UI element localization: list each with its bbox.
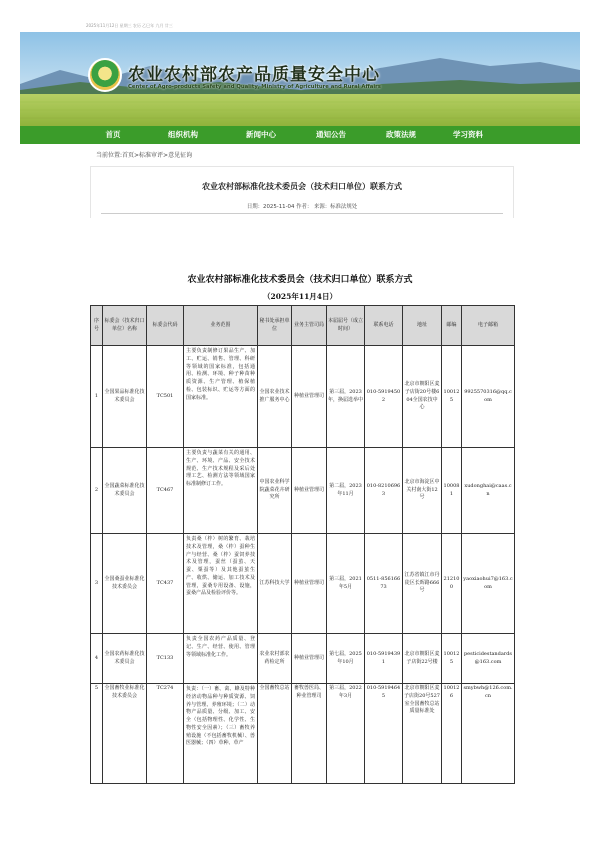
cell-code: TC437 (147, 534, 184, 634)
nav-item-learning[interactable]: 学习资料 (453, 130, 483, 139)
cell-session: 第三届，2021年5月 (327, 534, 365, 634)
cell-no: 4 (91, 634, 103, 684)
cell-session: 第三届，2023年，换届选举中 (327, 346, 365, 448)
cell-name: 全国果品标准化技术委员会 (103, 346, 147, 448)
cell-scope: 负责桑（柞）树的繁育、栽培技术及管理，桑（柞）蚕种生产与经营、桑（柞）蚕饲养技术及管理，蚕丝（蚕茧、天蚕、粟蚕等）及其他蚕茧生产、收烘、储运、加工技术及管理，蚕桑专用设备、设施，蚕桑产品及检验评价等。 (184, 534, 258, 634)
cell-secretariat: 江苏科技大学 (258, 534, 292, 634)
cell-name: 全国桑蚕业标准化技术委员会 (103, 534, 147, 634)
cell-scope: 主要负责与蔬菜有关的通用、生产、环境、产品、安全技术规范、生产技术规程及采后处理工艺、检测方法等领域国家标准制修订工作。 (184, 448, 258, 534)
column-header: 地址 (403, 306, 442, 346)
column-header: 邮编 (442, 306, 462, 346)
main-nav (20, 126, 580, 144)
article-title: 农业农村部标准化技术委员会（技术归口单位）联系方式 (202, 182, 402, 191)
table-row (91, 346, 515, 448)
table-row (91, 448, 515, 534)
document-date: （2025年11月4日） (262, 292, 338, 301)
cell-no: 3 (91, 534, 103, 634)
cell-scope: 负责全国农药产品质量、登记、生产、经营、使用、管理等领域标准化工作。 (184, 634, 258, 684)
cell-email[interactable]: yaoxiaohui7@163.com (462, 534, 515, 634)
cell-address: 北京市朝阳区麦子店街22号楼 (403, 634, 442, 684)
column-header: 标委会代码 (147, 306, 184, 346)
column-header: 业务范围 (184, 306, 258, 346)
cell-name: 全国蔬菜标准化技术委员会 (103, 448, 147, 534)
cell-dept: 种植业管理司 (292, 634, 327, 684)
column-header: 电子邮箱 (462, 306, 515, 346)
cell-email[interactable]: 9925570316@qq.com (462, 346, 515, 448)
cell-name: 全国畜牧业标准化技术委员会 (103, 684, 147, 784)
cell-code: TC467 (147, 448, 184, 534)
cell-email[interactable]: pesticidestandards@163.com (462, 634, 515, 684)
cell-code: TC274 (147, 684, 184, 784)
cell-scope: 负责：（一）畜、禽、蜂及特种经济动物品种与种质资源、饲养与管理、养殖环境；（二）动物产品质量、分级、加工、安全（包括物理性、化学性、生物性安全因素）；（三）畜牧养殖设施（不包括畜牧机械）、兽医器械；（四）草种、草产 (184, 684, 258, 784)
cell-email[interactable]: smybwh@126.com.cn (462, 684, 515, 784)
cell-secretariat: 全国农业技术推广服务中心 (258, 346, 292, 448)
cell-no: 5 (91, 684, 103, 784)
column-header: 本届届号（成立时间） (327, 306, 365, 346)
cell-zip: 100126 (442, 684, 462, 784)
cell-session: 第七届，2025年10月 (327, 634, 365, 684)
cell-phone: 010-59194645 (365, 684, 403, 784)
cell-zip: 212100 (442, 534, 462, 634)
center-emblem-icon (88, 58, 122, 92)
site-logo[interactable] (88, 54, 408, 114)
site-subtitle: Center of Agro-products Safety and Quality, Ministry of Agriculture and Rural Affairs (128, 84, 381, 90)
cell-zip: 100081 (442, 448, 462, 534)
cell-dept: 种植业管理司 (292, 346, 327, 448)
cell-phone: 0511-85616673 (365, 534, 403, 634)
article-meta: 日期：2025-11-04 作者： 来源：标准法规处 (246, 204, 358, 210)
column-header: 标委会（技术归口单位）名称 (103, 306, 147, 346)
nav-item-news[interactable]: 新闻中心 (246, 130, 276, 139)
site-banner (20, 32, 580, 126)
column-header: 联系电话 (365, 306, 403, 346)
nav-item-home[interactable]: 首页 (105, 130, 121, 139)
column-header: 序号 (91, 306, 103, 346)
cell-zip: 100125 (442, 634, 462, 684)
site-title: 农业农村部农产品质量安全中心 (128, 65, 380, 85)
cell-dept: 种植业管理司 (292, 448, 327, 534)
cell-secretariat: 全国畜牧总站 (258, 684, 292, 784)
contacts-table (90, 305, 515, 784)
cell-zip: 100125 (442, 346, 462, 448)
cell-email[interactable]: xudonghai@caas.cn (462, 448, 515, 534)
document-title: 农业农村部标准化技术委员会（技术归口单位）联系方式 (187, 275, 413, 285)
cell-code: TC501 (147, 346, 184, 448)
table-row (91, 684, 515, 784)
nav-item-notices[interactable]: 通知公告 (316, 130, 346, 139)
cell-address: 江苏省镇江市丹徒区长晖路666号 (403, 534, 442, 634)
table-row (91, 534, 515, 634)
cell-session: 第三届，2022年3月 (327, 684, 365, 784)
table-row (91, 634, 515, 684)
table-header-row (91, 306, 515, 346)
cell-phone: 010-59194502 (365, 346, 403, 448)
cell-no: 2 (91, 448, 103, 534)
cell-session: 第二届，2023年11月 (327, 448, 365, 534)
cell-address: 北京市朝阳区麦子店街20号527室全国畜牧总站质量标准处 (403, 684, 442, 784)
divider (101, 213, 503, 214)
article-header (90, 166, 514, 218)
column-header: 业务主管司局 (292, 306, 327, 346)
cell-scope: 主要负责制修订果品生产、加工、贮运、销售、管理、科研等领域的国家标准，包括通用、检测、环境、种子种苗种质资源、生产管理、植保植检、包装标识、贮运等方面的国家标准。 (184, 346, 258, 448)
column-header: 秘书处承担单位 (258, 306, 292, 346)
cell-secretariat: 中国农业科学院蔬菜花卉研究所 (258, 448, 292, 534)
cell-no: 1 (91, 346, 103, 448)
cell-name: 全国农药标准化技术委员会 (103, 634, 147, 684)
cell-code: TC133 (147, 634, 184, 684)
cell-dept: 畜牧兽医局、种业管理司 (292, 684, 327, 784)
cell-phone: 010-82106963 (365, 448, 403, 534)
cell-address: 北京市朝阳区麦子店街20号楼604全国农技中心 (403, 346, 442, 448)
cell-address: 北京市海淀区中关村南大街12号 (403, 448, 442, 534)
date-bar: 2025年11月12日 星期三 农历 乙巳年 九月 廿三 (86, 23, 173, 28)
nav-item-organization[interactable]: 组织机构 (168, 130, 198, 139)
cell-dept: 种植业管理司 (292, 534, 327, 634)
cell-secretariat: 农业农村部农药检定所 (258, 634, 292, 684)
breadcrumb: 当前位置:首页>标准审评>意见征询 (96, 152, 193, 159)
nav-item-policies[interactable]: 政策法规 (386, 130, 416, 139)
cell-phone: 010-59194391 (365, 634, 403, 684)
